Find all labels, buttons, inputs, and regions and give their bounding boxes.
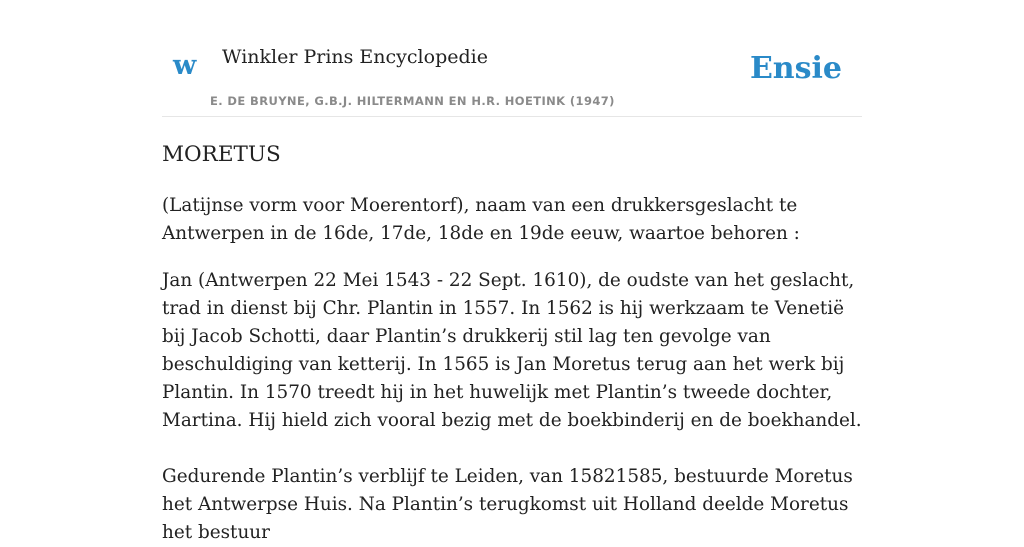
article-paragraph: (Latijnse vorm voor Moerentorf), naam van een drukkersgeslacht te Antwerpen in de 16de, 17de, 18de en 19de eeuw, waartoe behoren : <box>162 195 800 244</box>
source-title[interactable]: Winkler Prins Encyclopedie <box>222 46 488 68</box>
article-title: MORETUS <box>162 142 281 167</box>
source-authors: E. DE BRUYNE, G.B.J. HILTERMANN EN H.R. HOETINK (1947) <box>210 94 615 108</box>
site-header <box>162 0 862 117</box>
ensie-brand-link[interactable]: Ensie <box>749 51 842 86</box>
article <box>162 139 868 547</box>
article-paragraph: Gedurende Plantin’s verblijf te Leiden, van 15821585, bestuurde Moretus het Antwerpse Huis. Na Plantin’s terugkomst uit Holland deelde Moretus het bestuur <box>162 466 853 543</box>
article-paragraph: Jan (Antwerpen 22 Mei 1543 - 22 Sept. 1610), de oudste van het geslacht, trad in dienst bij Chr. Plantin in 1557. In 1562 is hij werkzaam te Venetië bij Jacob Schotti, daar Plantin’s drukkerij stil lag ten gevolge van beschuldiging van ketterij. In 1565 is Jan Moretus terug aan het werk bij Plantin. In 1570 treedt hij in het huwelijk met Plantin’s tweede dochter, Martina. Hij hield zich vooral bezig met de boekbinderij en de boekhandel. <box>162 270 862 431</box>
winkler-prins-logo-icon[interactable]: w <box>173 50 197 81</box>
